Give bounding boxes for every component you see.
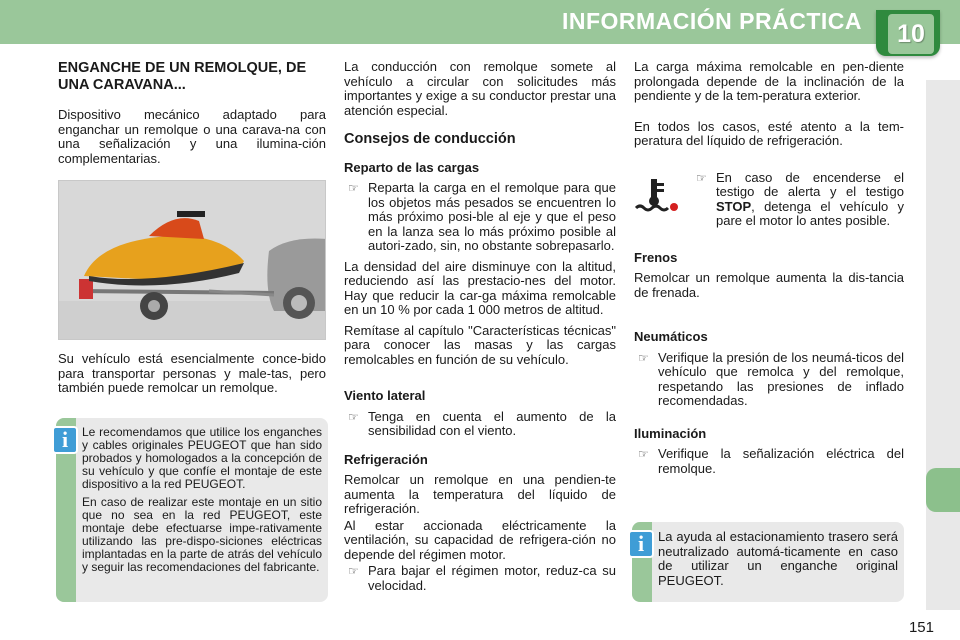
- column-3: [634, 60, 904, 482]
- list-item: [344, 181, 616, 254]
- air-density-paragraph: La densidad del aire disminuye con la altitud, reduciendo así las prestacio-nes del motor. Hay que reducir la car-ga máxima remolcable en un 10 % por cada 1 000 metros de altitud.: [344, 258, 616, 317]
- bullet-text: Verifique la presión de los neumá-ticos del vehículo que remolca y del remolque, respetando las presiones de inflado recomendadas.: [658, 349, 904, 408]
- warning-text-pre: En caso de encenderse el testigo de alerta y el testigo: [716, 169, 904, 199]
- pointing-hand-icon: ☞: [348, 181, 359, 195]
- warning-text: [692, 171, 904, 229]
- refer-paragraph: Remítase al capítulo "Características técnicas" para conocer las masas y las cargas remolcables en función de su vehículo.: [344, 322, 616, 367]
- list-item: [634, 351, 904, 409]
- warning-text-post: , detenga el vehículo y pare el motor lo antes posible.: [716, 198, 904, 228]
- brakes-title: Frenos: [634, 249, 678, 265]
- page-number: 151: [908, 619, 934, 636]
- bullet-text: Reparta la carga en el remolque para que los objetos más pesados se encuentren lo más próximo posi-ble al eje y que el peso en la lanza sea lo más próximo posible al autori-zado, sin, no obstante sobrepasarlo.: [368, 180, 616, 253]
- cooling-paragraph-2: Al estar accionada eléctricamente la ventilación, su capacidad de refrigera-ción no depende del régimen motor.: [344, 517, 616, 562]
- capacity-paragraph: Su vehículo está esencialmente conce-bido para transportar personas y male-tas, pero también puede remolcar un remolque.: [58, 351, 326, 395]
- brakes-paragraph: Remolcar un remolque aumenta la dis-tancia de frenada.: [634, 270, 904, 300]
- intro-paragraph: Dispositivo mecánico adaptado para enganchar un remolque o una carava-na con una señalización y una ilumina-ción complementarias.: [58, 107, 326, 166]
- attention-paragraph: En todos los casos, esté atento a la tem-peratura del líquido de refrigeración.: [634, 118, 904, 148]
- info-paragraph-1: Le recomendamos que utilice los enganches y cables originales PEUGEOT que han sido probados y homologados a la concepción de su vehículo y que confíe el montaje de este dispositivo a la red PEUGEOT.: [82, 425, 322, 491]
- pointing-hand-icon: ☞: [696, 170, 707, 185]
- trailer-watercraft-icon: [59, 181, 326, 340]
- section-title: ENGANCHE DE UN REMOLQUE, DE UNA CARAVANA...: [58, 60, 307, 93]
- cooling-title: Refrigeración: [344, 451, 428, 467]
- slope-load-paragraph: La carga máxima remolcable en pen-diente prolongada depende de la inclinación de la pendiente y de la tem-peratura exterior.: [634, 59, 904, 103]
- list-item: [344, 410, 616, 439]
- info-paragraph-2: En caso de realizar este montaje en un sitio que no sea en la red PEUGEOT, este montaje debe efectuarse impe-rativamente utilizando las pre-dispo-siciones eléctricas implantadas en la parte de atrás del vehículo y seguir las recomendaciones del fabricante.: [82, 495, 322, 574]
- side-chapter-tab: [926, 468, 960, 512]
- info-text: [82, 426, 322, 579]
- list-item: [344, 564, 616, 593]
- column-1: [58, 60, 326, 402]
- warning-row: [634, 171, 904, 241]
- chapter-number: 10: [897, 20, 925, 48]
- trailer-illustration: [58, 180, 326, 340]
- pointing-hand-icon: ☞: [348, 409, 359, 424]
- stop-label: STOP: [716, 198, 752, 214]
- load-distribution-title: Reparto de las cargas: [344, 159, 480, 175]
- bullet-text: Tenga en cuenta el aumento de la sensibilidad con el viento.: [368, 408, 616, 438]
- driving-advice-title: Consejos de conducción: [344, 131, 516, 147]
- list-item: [634, 447, 904, 476]
- pointing-hand-icon: ☞: [638, 350, 649, 365]
- tyres-title: Neumáticos: [634, 329, 708, 344]
- coolant-temperature-icon: [634, 175, 678, 215]
- lighting-title: Iluminación: [634, 425, 707, 441]
- info-box-recommendation: [56, 418, 328, 602]
- driving-intro: La conducción con remolque somete al vehículo a circular con solicitudes más importantes y exige a su conductor prestar una atención especial.: [344, 59, 616, 118]
- side-strip: [926, 80, 960, 610]
- side-wind-title: Viento lateral: [344, 388, 426, 403]
- pointing-hand-icon: ☞: [638, 447, 649, 461]
- cooling-paragraph-1: Remolcar un remolque en una pendien-te aumenta la temperatura del líquido de refrigeración.: [344, 472, 616, 516]
- bullet-text: Verifique la señalización eléctrica del remolque.: [658, 446, 904, 476]
- info-box-parking: [632, 522, 904, 602]
- column-2: [344, 60, 616, 599]
- info-icon: i: [628, 530, 654, 558]
- pointing-hand-icon: ☞: [348, 564, 359, 578]
- info-text: La ayuda al estacionamiento trasero será neutralizado automá-ticamente en caso de utilizar un enganche original PEUGEOT.: [658, 529, 898, 588]
- page-title: INFORMACIÓN PRÁCTICA: [561, 8, 862, 34]
- info-icon: i: [52, 426, 78, 454]
- bullet-text: Para bajar el régimen motor, reduz-ca su velocidad.: [368, 563, 616, 593]
